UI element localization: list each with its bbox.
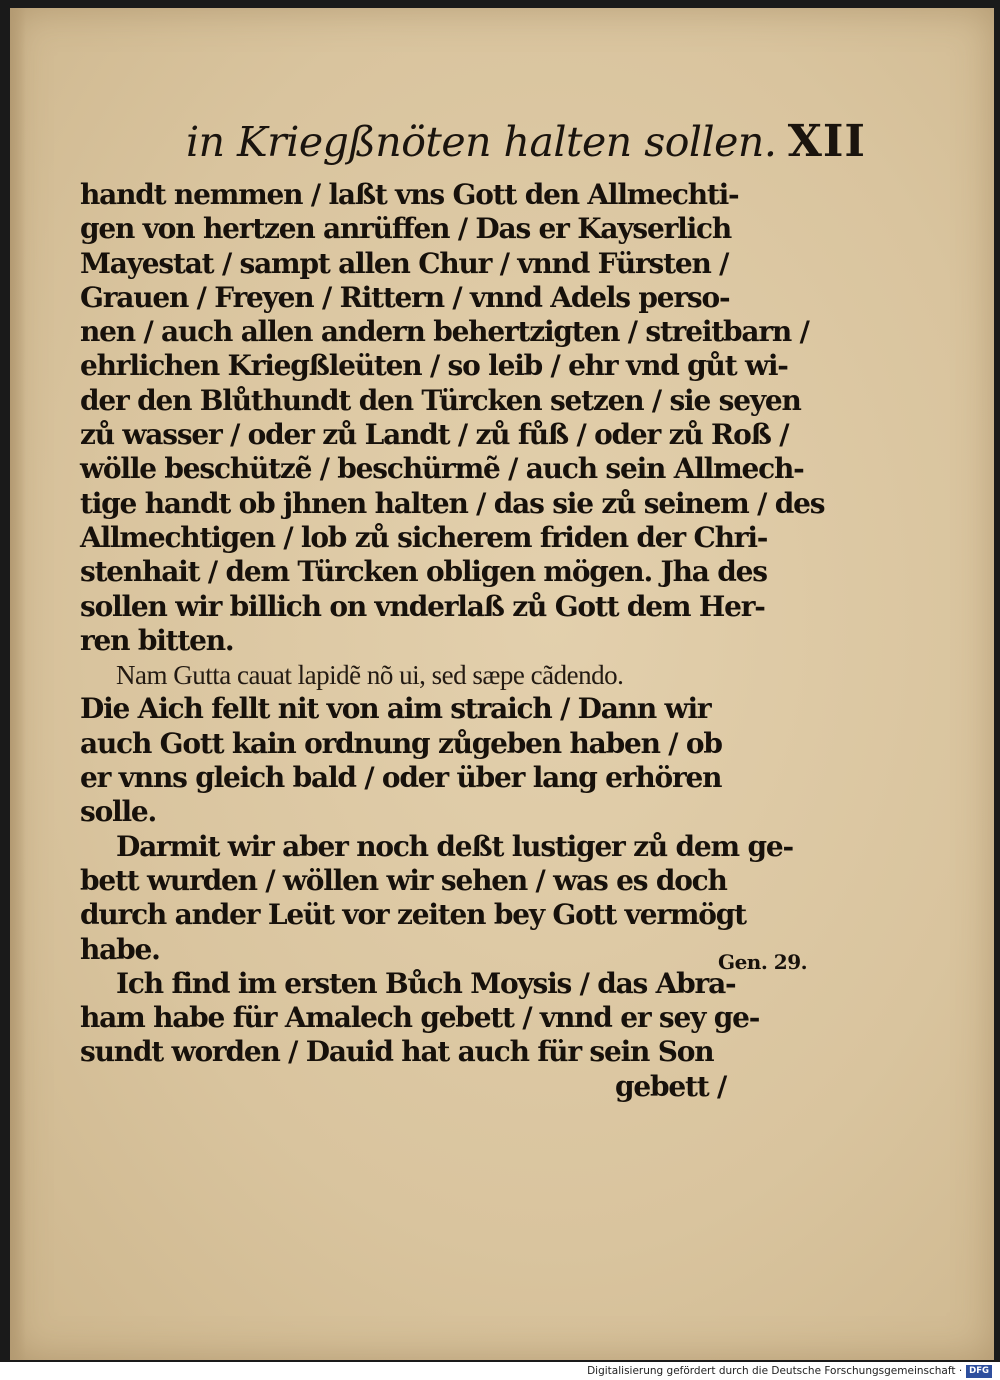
paragraph-1 bbox=[80, 178, 825, 658]
catchword: gebett / bbox=[614, 1069, 726, 1103]
text-line: stenhait / dem Türcken obligen mögen. Jha des bbox=[80, 555, 767, 589]
funding-credit: Digitalisierung gefördert durch die Deutsche Forschungsgemeinschaft · bbox=[587, 1365, 963, 1377]
text-line: solle. bbox=[80, 795, 157, 829]
paragraph-4 bbox=[80, 966, 760, 1104]
text-line: tige handt ob jhnen halten / das sie zů seinem / des bbox=[80, 486, 825, 520]
text-line: er vnns gleich bald / oder über lang erhören bbox=[80, 761, 722, 795]
text-line: der den Blůthundt den Türcken setzen / sie seyen bbox=[80, 383, 801, 417]
text-line: ham habe für Amalech gebett / vnnd er sey ge- bbox=[80, 1001, 760, 1035]
text-line: wölle beschützẽ / beschürmẽ / auch sein Allmech- bbox=[80, 452, 804, 486]
text-line: durch ander Leüt vor zeiten bey Gott vermögt bbox=[80, 898, 746, 932]
page-header bbox=[186, 118, 866, 178]
running-head: in Kriegßnöten halten sollen. bbox=[186, 118, 777, 166]
footer-credit bbox=[587, 1364, 992, 1378]
dfg-logo-icon: DFG bbox=[966, 1365, 992, 1378]
text-line: handt nemmen / laßt vns Gott den Allmechti- bbox=[80, 178, 739, 211]
page-number: XII bbox=[787, 116, 866, 167]
latin-quotation: Nam Gutta cauat lapidẽ nõ ui, sed sæpe cãdendo. bbox=[116, 660, 624, 691]
text-line: nen / auch allen andern behertzigten / streitbarn / bbox=[80, 315, 809, 349]
text-line: ehrlichen Kriegßleüten / so leib / ehr vnd gůt wi- bbox=[80, 349, 788, 383]
page-gutter bbox=[10, 8, 26, 1360]
text-line: habe. bbox=[80, 932, 160, 966]
text-line: sollen wir billich on vnderlaß zů Gott dem Her- bbox=[80, 589, 765, 623]
text-line: Grauen / Freyen / Rittern / vnnd Adels perso- bbox=[80, 280, 730, 314]
text-line: Darmit wir aber noch deßt lustiger zů dem ge- bbox=[116, 829, 793, 863]
text-line: sundt worden / Dauid hat auch für sein Son bbox=[80, 1035, 714, 1069]
text-line: ren bitten. bbox=[80, 623, 234, 657]
text-line: bett wurden / wöllen wir sehen / was es doch bbox=[80, 863, 727, 897]
text-line: Mayestat / sampt allen Chur / vnnd Fürsten / bbox=[80, 246, 729, 280]
text-line: gen von hertzen anrüffen / Das er Kayserlich bbox=[80, 212, 732, 246]
text-line: auch Gott kain ordnung zůgeben haben / ob bbox=[80, 726, 722, 760]
text-line: Ich find im ersten Bůch Moysis / das Abra- bbox=[116, 966, 736, 1000]
text-line: Die Aich fellt nit von aim straich / Dann wir bbox=[80, 692, 711, 726]
text-line: Allmechtigen / lob zů sicherem friden der Chri- bbox=[80, 520, 768, 554]
paragraph-2 bbox=[80, 692, 740, 829]
text-line: zů wasser / oder zů Landt / zů fůß / oder zů Roß / bbox=[80, 418, 789, 452]
marginal-note: Gen. 29. bbox=[718, 950, 808, 974]
